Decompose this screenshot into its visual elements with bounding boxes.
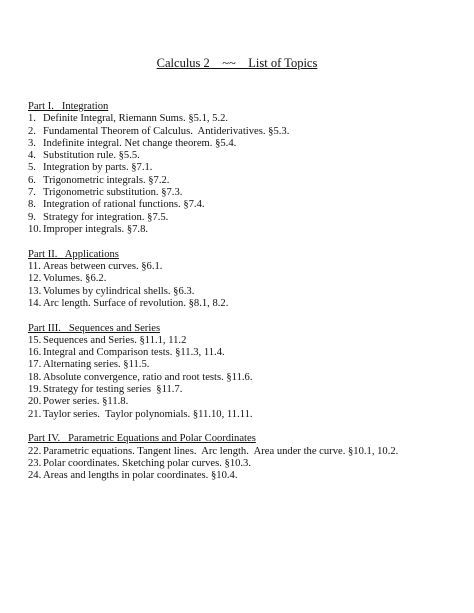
section-heading: Part III. Sequences and Series bbox=[28, 322, 161, 334]
item-text: Volumes by cylindrical shells. §6.3. bbox=[43, 285, 195, 297]
section-parametric-and-polar bbox=[28, 433, 458, 482]
item-number: 20. bbox=[28, 396, 42, 408]
section-heading: Part IV. Parametric Equations and Polar Coordinates bbox=[28, 433, 256, 445]
section-sequences-and-series bbox=[28, 323, 458, 421]
item-text: Sequences and Series. §11.1, 11.2 bbox=[43, 334, 187, 346]
item-number: 2. bbox=[28, 125, 36, 137]
item-text: Volumes. §6.2. bbox=[43, 273, 107, 285]
item-text: Power series. §11.8. bbox=[43, 396, 129, 408]
page-title: Calculus 2 ~~ List of Topics bbox=[156, 56, 318, 70]
item-text: Trigonometric integrals. §7.2. bbox=[43, 174, 170, 186]
item-text: Indefinite integral. Net change theorem. §5.4. bbox=[43, 137, 237, 149]
list-item bbox=[28, 212, 458, 224]
item-text: Taylor series. Taylor polynomials. §11.10, 11.11. bbox=[43, 408, 253, 420]
item-number: 22. bbox=[28, 445, 42, 457]
list-item bbox=[28, 199, 458, 211]
list-item bbox=[28, 458, 458, 470]
item-number: 11. bbox=[28, 260, 41, 272]
item-number: 24. bbox=[28, 470, 42, 482]
item-number: 17. bbox=[28, 359, 42, 371]
item-number: 23. bbox=[28, 457, 42, 469]
item-text: Integration by parts. §7.1. bbox=[43, 162, 153, 174]
list-item bbox=[28, 126, 458, 138]
item-number: 13. bbox=[28, 285, 42, 297]
list-item bbox=[28, 273, 458, 285]
item-number: 5. bbox=[28, 162, 36, 174]
item-number: 7. bbox=[28, 187, 36, 199]
item-text: Improper integrals. §7.8. bbox=[43, 223, 149, 235]
list-item bbox=[28, 150, 458, 162]
item-text: Arc length. Surface of revolution. §8.1, 8.2. bbox=[43, 297, 229, 309]
section-integration bbox=[28, 101, 458, 236]
list-item bbox=[28, 113, 458, 125]
item-text: Areas and lengths in polar coordinates. §10.4. bbox=[43, 470, 238, 482]
item-number: 4. bbox=[28, 150, 36, 162]
item-text: Polar coordinates. Sketching polar curves. §10.3. bbox=[43, 457, 252, 469]
item-number: 21. bbox=[28, 408, 42, 420]
list-item bbox=[28, 347, 458, 359]
item-number: 8. bbox=[28, 199, 36, 211]
item-text: Integral and Comparison tests. §11.3, 11.4. bbox=[43, 347, 225, 359]
item-number: 14. bbox=[28, 297, 42, 309]
item-number: 6. bbox=[28, 174, 36, 186]
list-item bbox=[28, 187, 458, 199]
list-item bbox=[28, 446, 458, 458]
list-item bbox=[28, 396, 458, 408]
list-item bbox=[28, 286, 458, 298]
list-item bbox=[28, 162, 458, 174]
item-number: 9. bbox=[28, 211, 36, 223]
item-number: 15. bbox=[28, 334, 42, 346]
list-item bbox=[28, 409, 458, 421]
list-item bbox=[28, 372, 458, 384]
item-text: Integration of rational functions. §7.4. bbox=[43, 199, 205, 211]
list-item bbox=[28, 470, 458, 482]
item-text: Areas between curves. §6.1. bbox=[43, 260, 163, 272]
list-item bbox=[28, 359, 458, 371]
item-number: 10. bbox=[28, 223, 42, 235]
item-text: Fundamental Theorem of Calculus. Antiderivatives. §5.3. bbox=[43, 125, 290, 137]
section-heading: Part I. Integration bbox=[28, 101, 109, 112]
list-item bbox=[28, 298, 458, 310]
section-heading: Part II. Applications bbox=[28, 248, 119, 260]
item-number: 18. bbox=[28, 371, 42, 383]
item-text: Definite Integral, Riemann Sums. §5.1, 5.2. bbox=[43, 113, 229, 125]
item-text: Strategy for testing series §11.7. bbox=[43, 384, 183, 396]
item-number: 12. bbox=[28, 273, 42, 285]
list-item bbox=[28, 335, 458, 347]
list-item bbox=[28, 138, 458, 150]
item-number: 3. bbox=[28, 137, 36, 149]
item-number: 1. bbox=[28, 113, 36, 125]
list-item bbox=[28, 384, 458, 396]
item-text: Substitution rule. §5.5. bbox=[43, 150, 140, 162]
item-number: 16. bbox=[28, 347, 42, 359]
item-number: 19. bbox=[28, 384, 42, 396]
list-item bbox=[28, 261, 458, 273]
item-text: Alternating series. §11.5. bbox=[43, 359, 150, 371]
item-text: Parametric equations. Tangent lines. Arc length. Area under the curve. §10.1, 10.2. bbox=[43, 445, 399, 457]
topic-list bbox=[28, 101, 458, 495]
item-text: Trigonometric substitution. §7.3. bbox=[43, 187, 183, 199]
item-text: Strategy for integration. §7.5. bbox=[43, 211, 169, 223]
item-text: Absolute convergence, ratio and root tests. §11.6. bbox=[43, 371, 253, 383]
section-applications bbox=[28, 249, 458, 310]
list-item bbox=[28, 175, 458, 187]
list-item bbox=[28, 224, 458, 236]
